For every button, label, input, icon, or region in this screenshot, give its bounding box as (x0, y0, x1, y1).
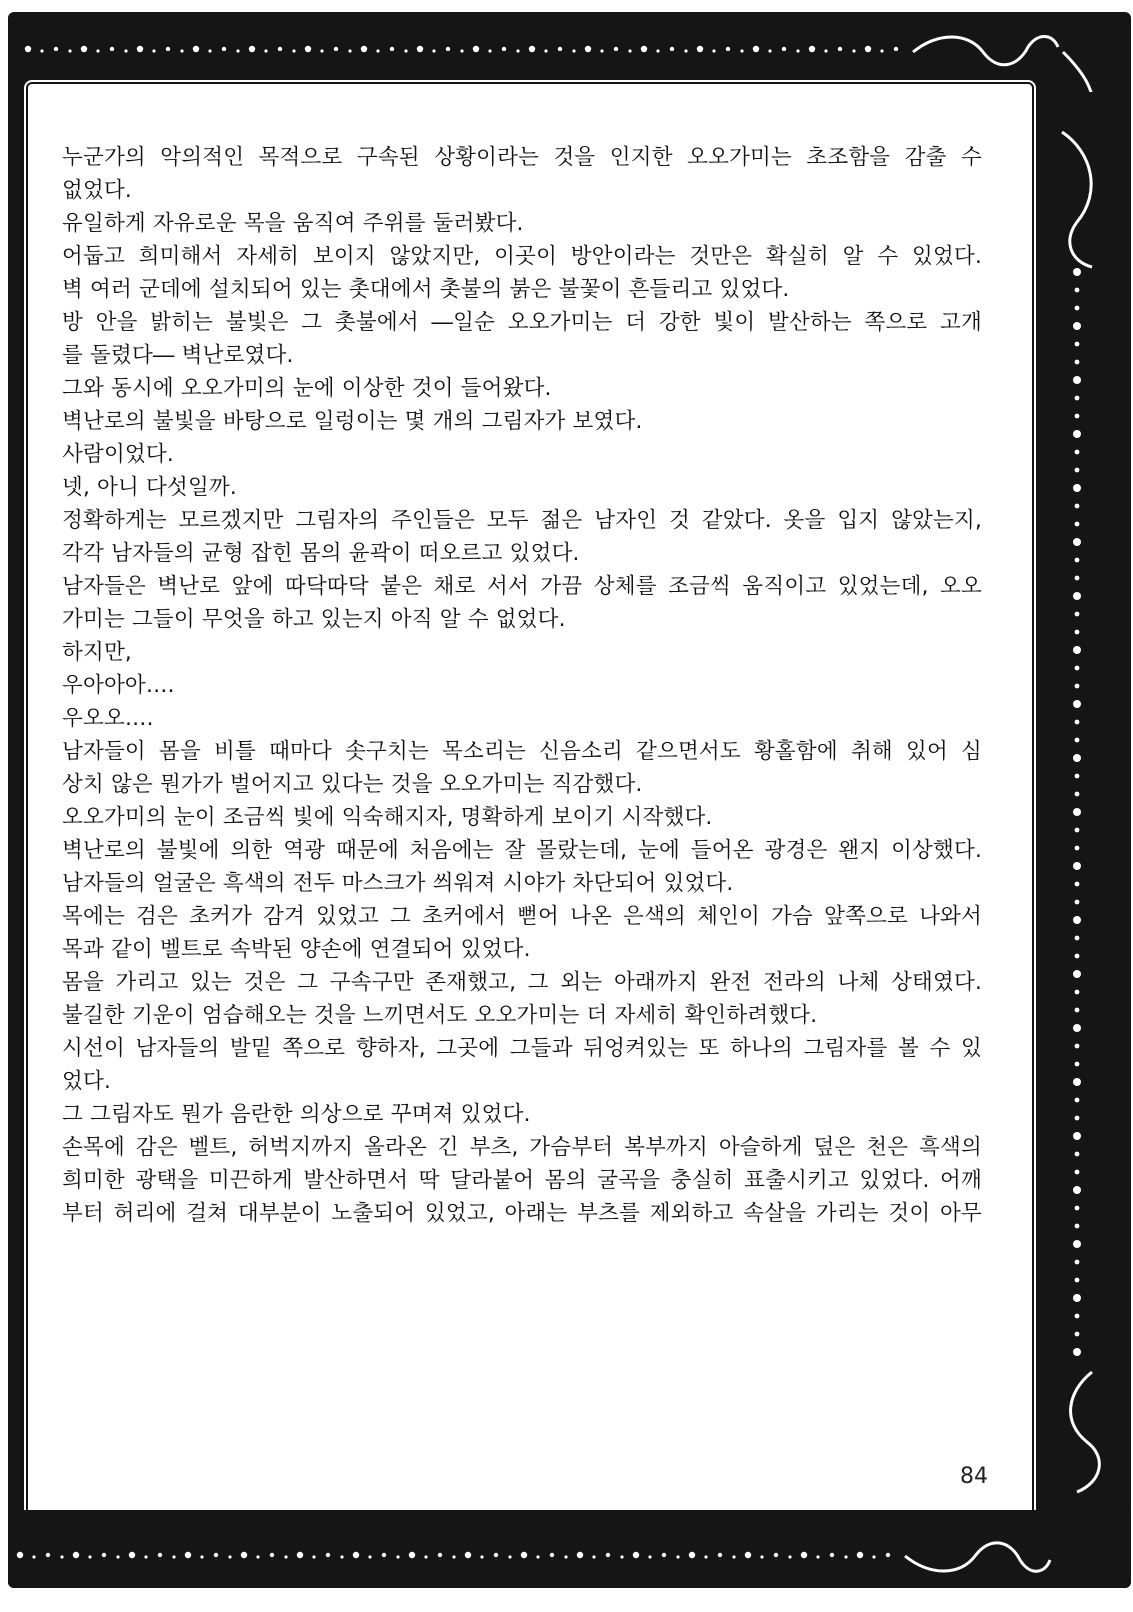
text-line: 희미한 광택을 미끈하게 발산하면서 딱 달라붙어 몸의 굴곡을 충실히 표출시키고 있었다. 어깨 (62, 1168, 982, 1193)
body-text (62, 141, 982, 1230)
text-line: 가미는 그들이 무엇을 하고 있는지 아직 알 수 없었다. (62, 607, 566, 632)
text-line: 목에는 검은 초커가 감겨 있었고 그 초커에서 뻗어 나온 은색의 체인이 가슴 앞쪽으로 나와서 (62, 904, 982, 929)
text-line: 상치 않은 뭔가가 벌어지고 있다는 것을 오오가미는 직감했다. (62, 772, 643, 797)
text-line: 정확하게는 모르겠지만 그림자의 주인들은 모두 젊은 남자인 것 같았다. 옷을 입지 않았는지, (62, 508, 982, 533)
text-line: 를 돌렸다― 벽난로였다. (62, 343, 294, 368)
frame-top-dot-border (8, 12, 1133, 92)
text-line: 어둡고 희미해서 자세히 보이지 않았지만, 이곳이 방안이라는 것만은 확실히 알 수 있었다. (62, 244, 982, 269)
text-line: 각각 남자들의 균형 잡힌 몸의 윤곽이 떠오르고 있었다. (62, 541, 580, 566)
text-line: 유일하게 자유로운 목을 움직여 주위를 둘러봤다. (62, 211, 524, 236)
text-line: 하지만, (62, 640, 132, 665)
text-line: 사람이었다. (62, 442, 174, 467)
text-line: 벽 여러 군데에 설치되어 있는 촛대에서 촛불의 붉은 불꽃이 흔들리고 있었다. (62, 277, 790, 302)
text-line: 방 안을 밝히는 불빛은 그 촛불에서 ―일순 오오가미는 더 강한 빛이 발산하는 쪽으로 고개 (62, 310, 982, 335)
text-line: 남자들의 얼굴은 흑색의 전두 마스크가 씌워져 시야가 차단되어 있었다. (62, 871, 734, 896)
text-line: 벽난로의 불빛에 의한 역광 때문에 처음에는 잘 몰랐는데, 눈에 들어온 광경은 왠지 이상했다. (62, 838, 982, 863)
text-line: 넷, 아니 다섯일까. (62, 475, 237, 500)
text-line: 시선이 남자들의 발밑 쪽으로 향하자, 그곳에 그들과 뒤엉켜있는 또 하나의 그림자를 볼 수 있 (62, 1036, 982, 1061)
text-line: 우오오…. (62, 706, 154, 731)
text-line: 손목에 감은 벨트, 허벅지까지 올라온 긴 부츠, 가슴부터 복부까지 아슬하게 덮은 천은 흑색의 (62, 1135, 982, 1160)
frame-right-dot-border (1032, 12, 1133, 1612)
text-line: 남자들은 벽난로 앞에 따닥따닥 붙은 채로 서서 가끔 상체를 조금씩 움직이고 있었는데, 오오 (62, 574, 982, 599)
text-line: 없었다. (62, 178, 132, 203)
text-line: 부터 허리에 걸쳐 대부분이 노출되어 있었고, 아래는 부츠를 제외하고 속살을 가리는 것이 아무 (62, 1201, 982, 1226)
text-line: 그 그림자도 뭔가 음란한 의상으로 꾸며져 있었다. (62, 1102, 531, 1127)
page-number: 84 (960, 1464, 988, 1489)
text-line: 몸을 가리고 있는 것은 그 구속구만 존재했고, 그 외는 아래까지 완전 전라의 나체 상태였다. (62, 970, 982, 995)
text-line: 벽난로의 불빛을 바탕으로 일렁이는 몇 개의 그림자가 보였다. (62, 409, 643, 434)
text-line: 우아아아…. (62, 673, 175, 698)
text-line: 그와 동시에 오오가미의 눈에 이상한 것이 들어왔다. (62, 376, 552, 401)
text-line: 었다. (62, 1069, 111, 1094)
text-line: 목과 같이 벨트로 속박된 양손에 연결되어 있었다. (62, 937, 531, 962)
frame-bottom-dot-border (0, 1510, 1133, 1600)
text-line: 누군가의 악의적인 목적으로 구속된 상황이라는 것을 인지한 오오가미는 초조함을 감출 수 (62, 145, 982, 170)
text-line: 불길한 기운이 엄습해오는 것을 느끼면서도 오오가미는 더 자세히 확인하려했다. (62, 1003, 818, 1028)
text-line: 남자들이 몸을 비틀 때마다 솟구치는 목소리는 신음소리 같으면서도 황홀함에 취해 있어 심 (62, 739, 982, 764)
text-line: 오오가미의 눈이 조금씩 빛에 익숙해지자, 명확하게 보이기 시작했다. (62, 805, 713, 830)
